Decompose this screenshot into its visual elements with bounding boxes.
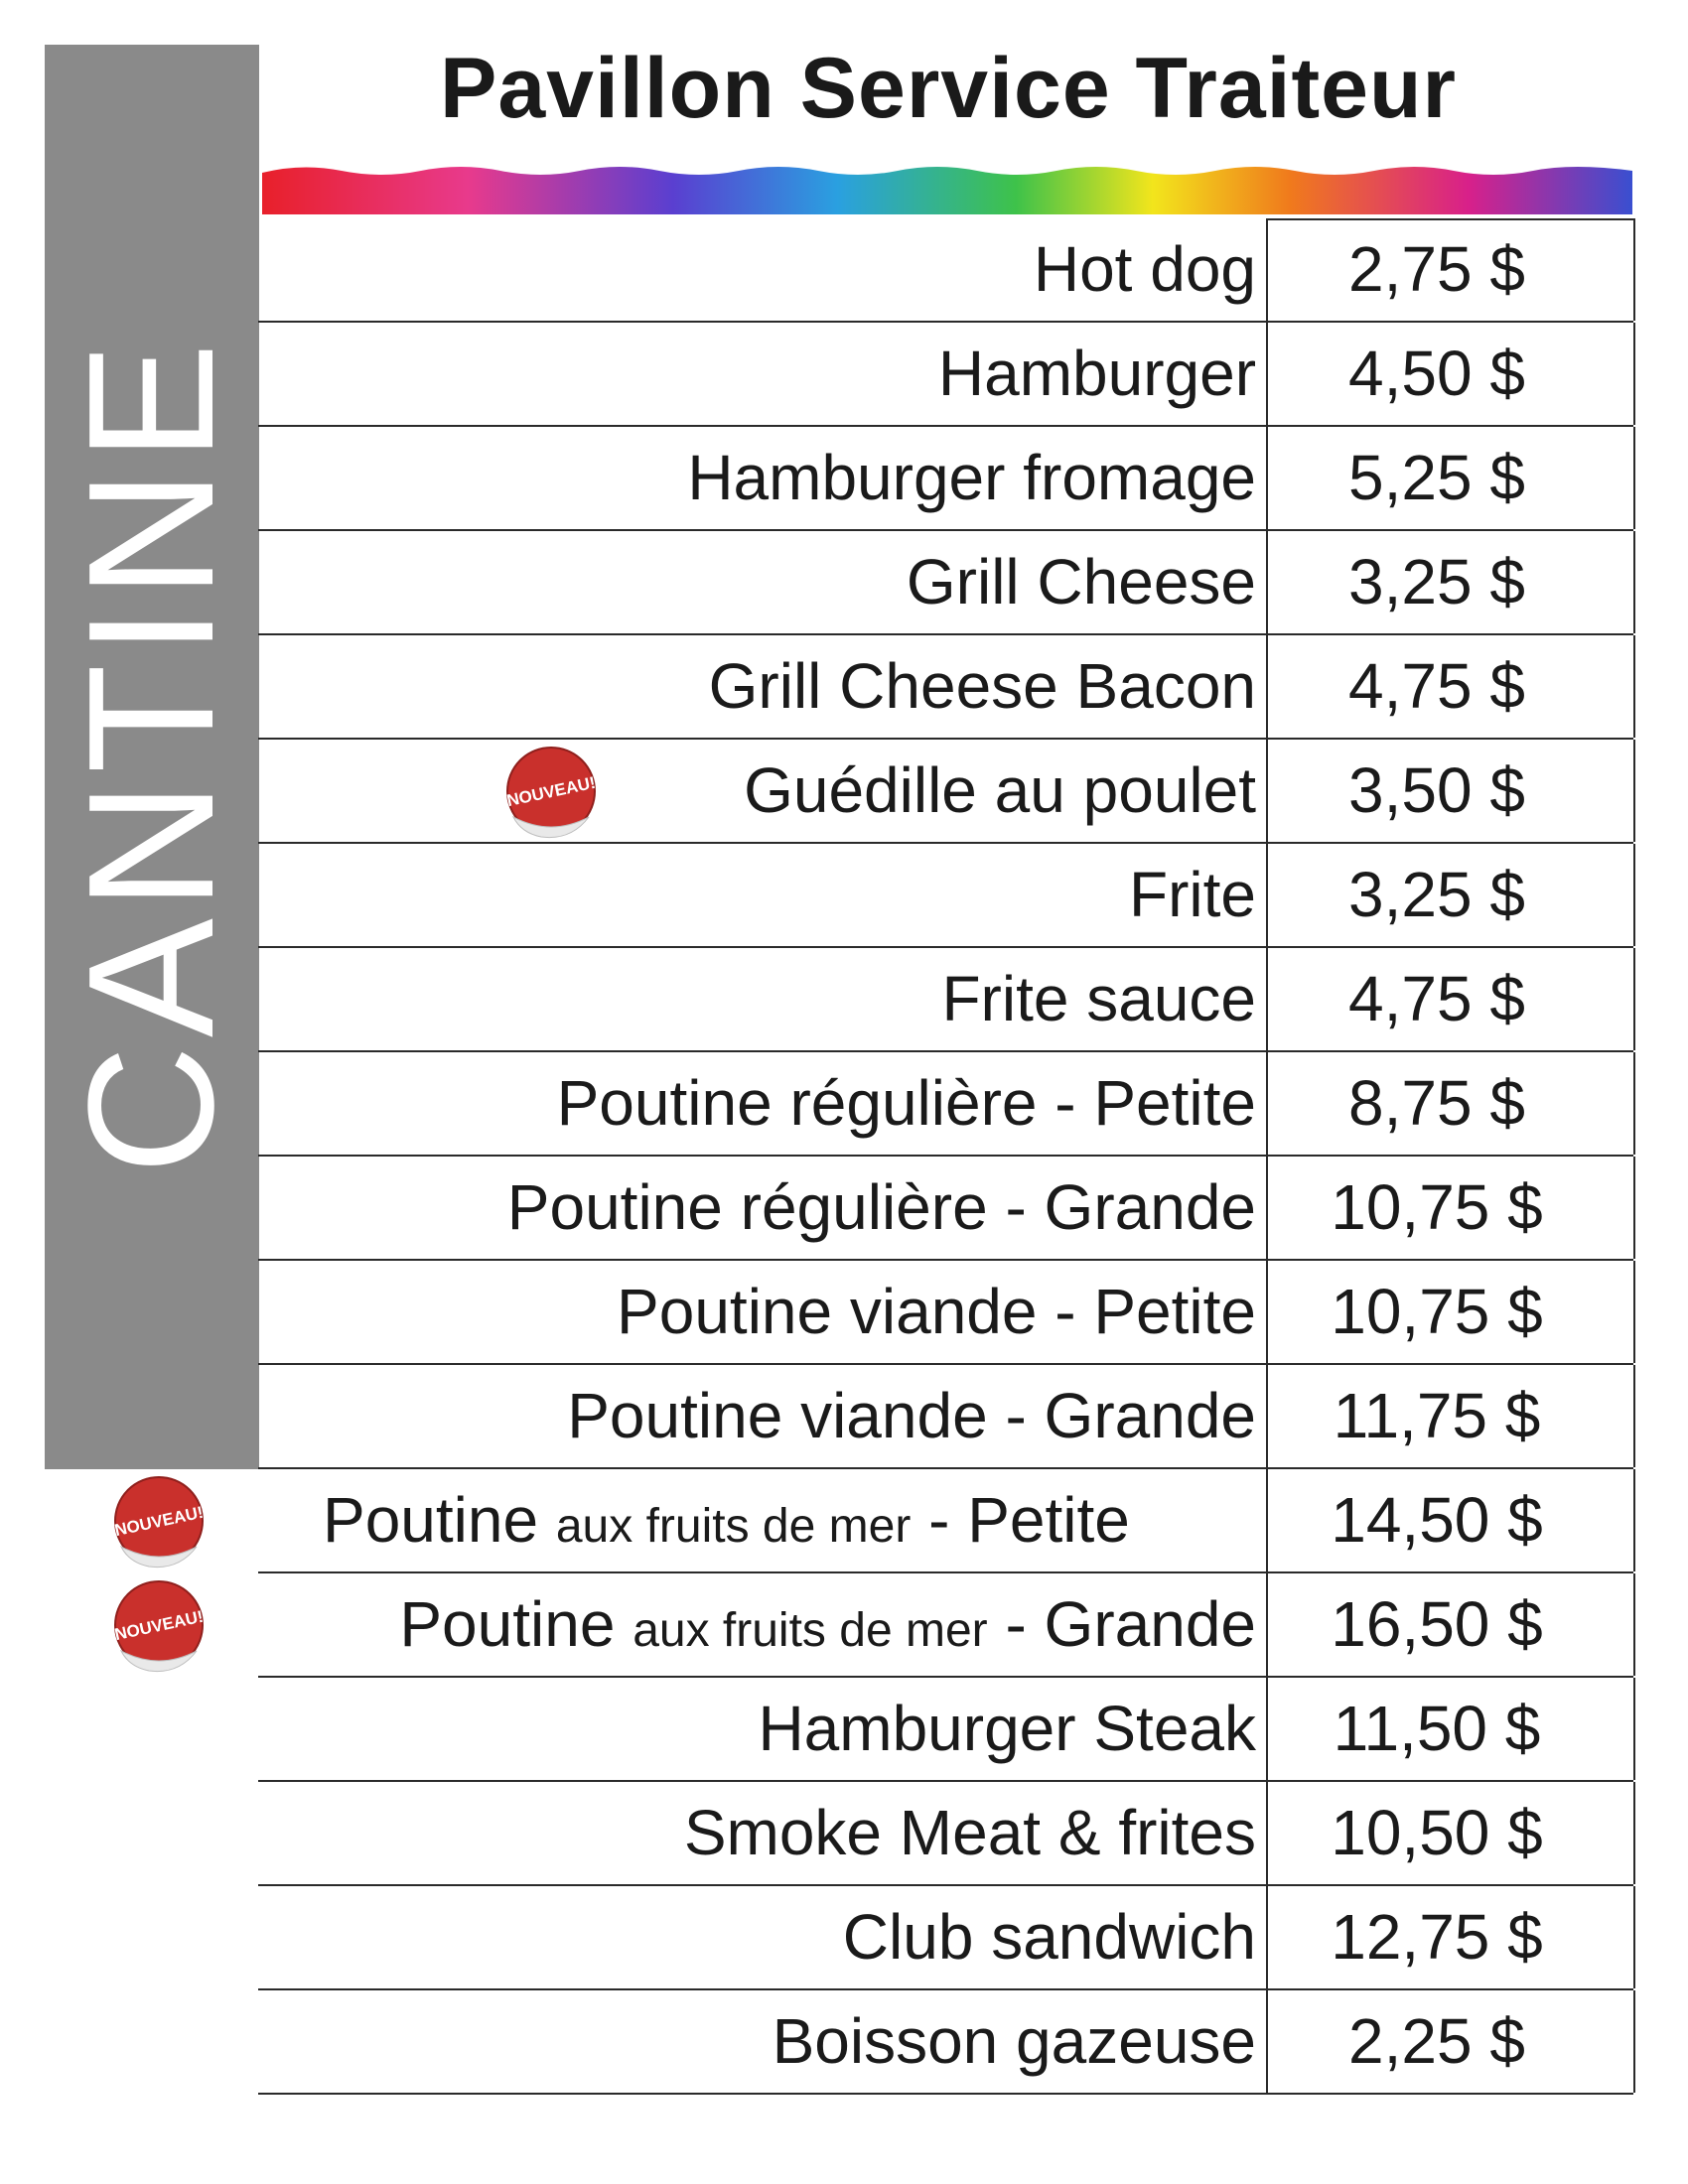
price-cell (1266, 323, 1635, 425)
badge-label: NOUVEAU! (504, 772, 598, 811)
menu-item-price: 4,75 $ (1348, 963, 1525, 1034)
menu-row (112, 1469, 1633, 1573)
menu-item-name (323, 1469, 1130, 1571)
menu-item-price: 10,75 $ (1331, 1276, 1543, 1347)
menu-item-name-part: Poutine (399, 1588, 616, 1660)
menu-item-name: Frite sauce (941, 963, 1256, 1034)
price-cell (1266, 218, 1635, 321)
menu-item-name: Hamburger Steak (758, 1693, 1256, 1764)
menu-row (258, 635, 1633, 740)
price-cell (1266, 1782, 1635, 1884)
price-cell (1266, 948, 1635, 1050)
menu-row (258, 427, 1633, 531)
menu-item-name: Hot dog (1033, 233, 1256, 305)
menu-row (258, 1157, 1633, 1261)
menu-item-name: Smoke Meat & frites (683, 1797, 1256, 1868)
menu-row (258, 218, 1633, 323)
menu-row (258, 740, 1633, 844)
menu-item-price: 11,75 $ (1333, 1380, 1541, 1451)
menu-item-name: Frite (1129, 859, 1256, 930)
menu-row (258, 1990, 1633, 2095)
menu-item-price: 10,75 $ (1331, 1171, 1543, 1243)
menu-row (258, 531, 1633, 635)
menu-item-price: 3,25 $ (1348, 546, 1525, 617)
menu-item-name: Boisson gazeuse (772, 2005, 1256, 2077)
menu-item-price: 14,50 $ (1331, 1484, 1543, 1556)
menu-item-name: Grill Cheese (906, 546, 1256, 617)
menu-item-name-part: aux fruits de mer (633, 1604, 988, 1657)
menu-item-name-part: - Petite (928, 1484, 1130, 1556)
menu-item-price: 12,75 $ (1331, 1901, 1543, 1973)
menu-item-price: 11,50 $ (1333, 1693, 1541, 1764)
menu-item-price: 5,25 $ (1348, 442, 1525, 513)
price-cell (1266, 1990, 1635, 2093)
price-cell (1266, 1573, 1635, 1676)
badge-label: NOUVEAU! (112, 1606, 206, 1645)
price-cell (1266, 1886, 1635, 1988)
price-cell (1266, 1678, 1635, 1780)
menu-item-name: Hamburger (937, 338, 1256, 409)
menu-row (258, 1886, 1633, 1990)
menu-row (258, 323, 1633, 427)
menu-item-name: Guédille au poulet (744, 754, 1256, 826)
menu-item-price: 3,50 $ (1348, 754, 1525, 826)
menu-item-name: Poutine régulière - Grande (506, 1171, 1256, 1243)
menu-item-price: 2,75 $ (1348, 233, 1525, 305)
menu-item-name (399, 1573, 1256, 1676)
menu-item-price: 8,75 $ (1348, 1067, 1525, 1139)
menu-item-name: Poutine viande - Grande (567, 1380, 1256, 1451)
menu-row (258, 948, 1633, 1052)
menu-item-price: 2,25 $ (1348, 2005, 1525, 2077)
price-cell (1266, 844, 1635, 946)
menu-item-name-part: Poutine (323, 1484, 539, 1556)
price-cell (1266, 740, 1635, 842)
rainbow-banner (262, 159, 1632, 218)
menu-item-name: Grill Cheese Bacon (708, 650, 1256, 722)
page-title: Pavillon Service Traiteur (439, 41, 1458, 136)
price-cell (1266, 1469, 1635, 1571)
menu-row (258, 1782, 1633, 1886)
menu-item-price: 16,50 $ (1331, 1588, 1543, 1660)
price-cell (1266, 531, 1635, 633)
badge-label: NOUVEAU! (112, 1502, 206, 1541)
menu-item-name-part: aux fruits de mer (555, 1500, 912, 1553)
menu-row (258, 1678, 1633, 1782)
nouveau-badge-icon (492, 742, 611, 841)
menu-item-name: Poutine viande - Petite (617, 1276, 1256, 1347)
price-cell (1266, 1052, 1635, 1155)
nouveau-badge-icon (99, 1575, 218, 1675)
menu-item-price: 3,25 $ (1348, 859, 1525, 930)
price-cell (1266, 1365, 1635, 1467)
menu-row (258, 1365, 1633, 1469)
menu-item-price: 10,50 $ (1331, 1797, 1543, 1868)
menu-item-name: Poutine régulière - Petite (556, 1067, 1256, 1139)
menu-row (258, 844, 1633, 948)
menu-row (258, 1261, 1633, 1365)
side-banner-label: CANTINE (52, 334, 251, 1175)
price-cell (1266, 427, 1635, 529)
menu-item-price: 4,50 $ (1348, 338, 1525, 409)
price-cell (1266, 1261, 1635, 1363)
menu-item-price: 4,75 $ (1348, 650, 1525, 722)
price-cell (1266, 1157, 1635, 1259)
menu-row (112, 1573, 1633, 1678)
menu-row (258, 1052, 1633, 1157)
price-cell (1266, 635, 1635, 738)
menu-item-name: Club sandwich (842, 1901, 1256, 1973)
nouveau-badge-icon (99, 1471, 218, 1570)
menu-item-name-part: - Grande (1005, 1588, 1256, 1660)
menu-item-name: Hamburger fromage (687, 442, 1256, 513)
